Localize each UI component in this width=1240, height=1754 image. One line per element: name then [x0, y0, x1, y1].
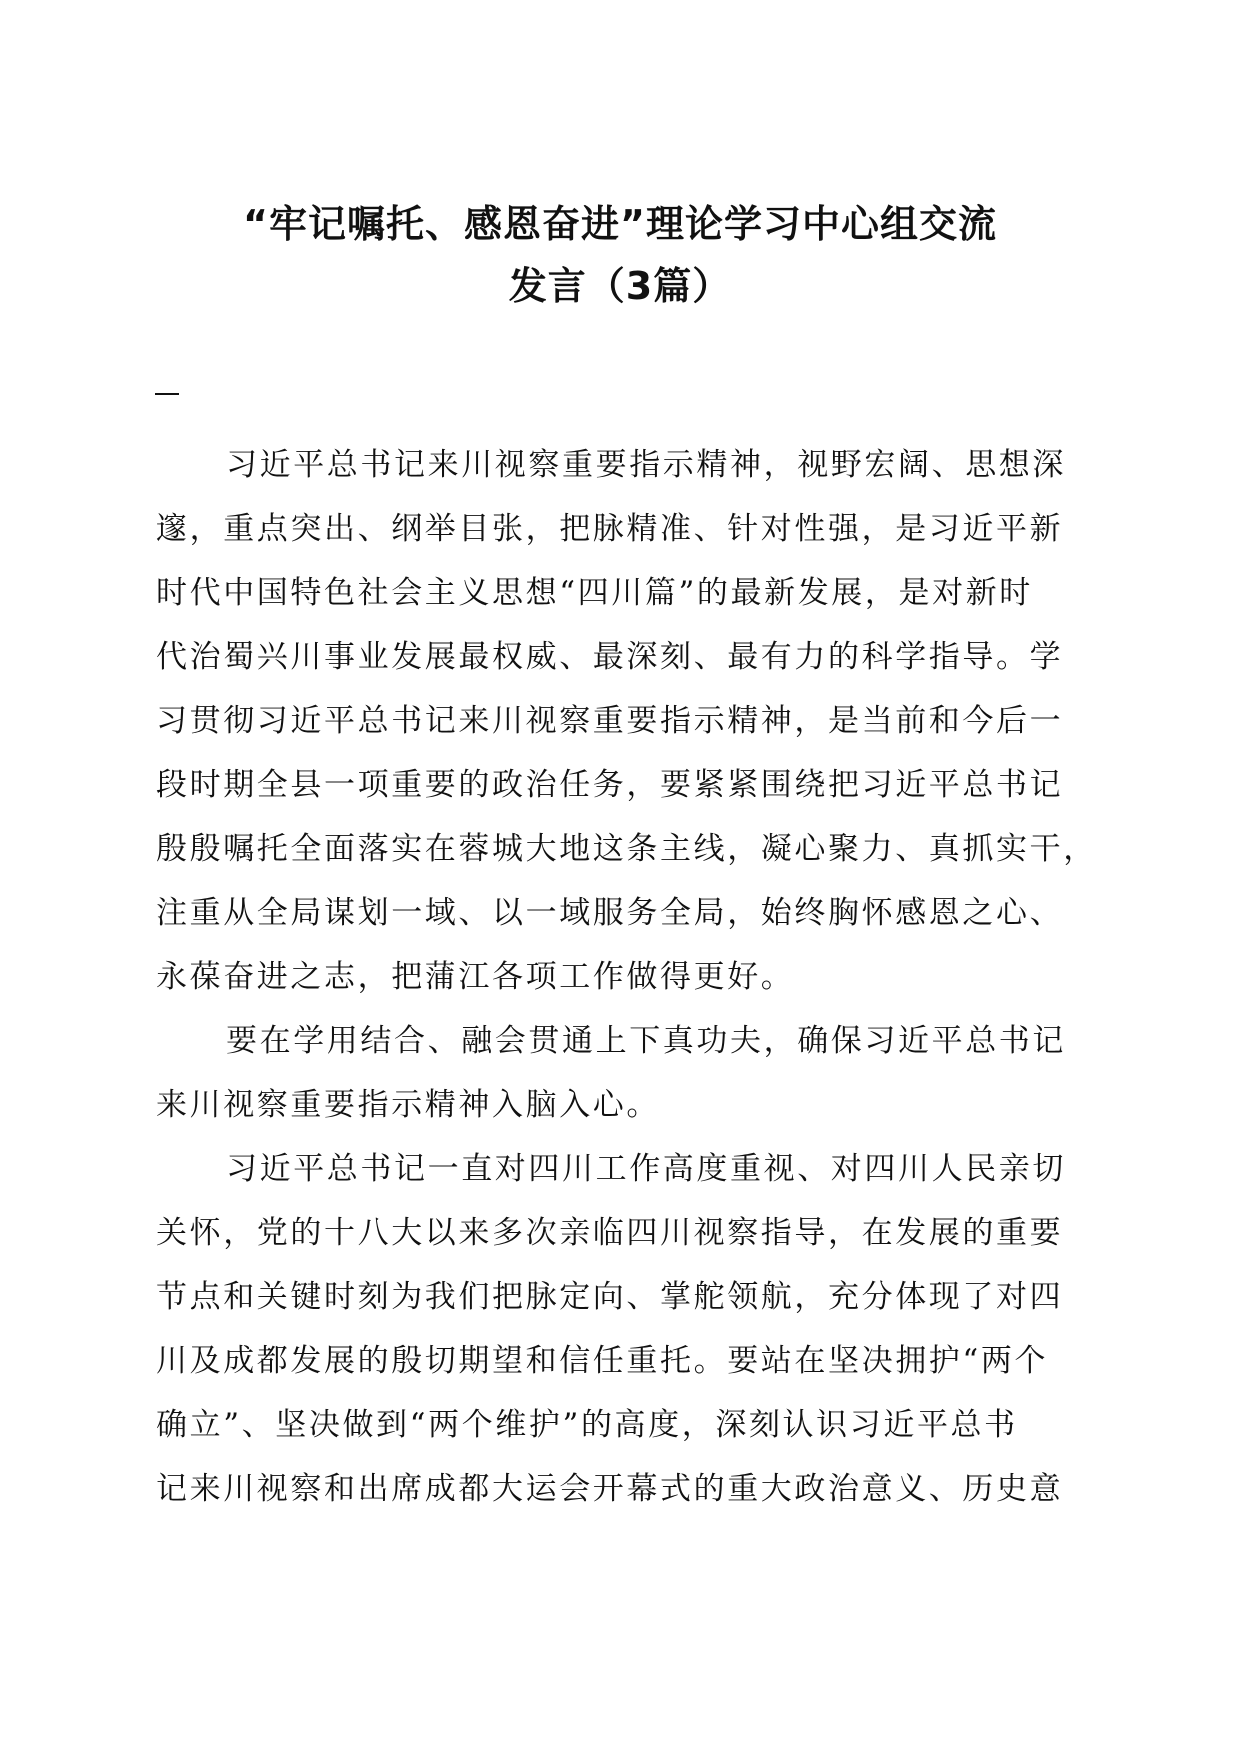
paragraph-3-line: 节点和关键时刻为我们把脉定向、掌舵领航，充分体现了对四 [156, 1279, 1064, 1315]
paragraph-3-line: 关怀，党的十八大以来多次亲临四川视察指导，在发展的重要 [156, 1215, 1064, 1251]
paragraph-1-line: 注重从全局谋划一域、以一域服务全局，始终胸怀感恩之心、 [156, 895, 1064, 931]
paragraph-1-line: 代治蜀兴川事业发展最权威、最深刻、最有力的科学指导。学 [156, 639, 1064, 675]
paragraph-2-line: 来川视察重要指示精神入脑入心。 [156, 1087, 660, 1123]
paragraph-1-line: 段时期全县一项重要的政治任务，要紧紧围绕把习近平总书记 [156, 767, 1064, 803]
paragraph-2-line: 要在学用结合、融会贯通上下真功夫，确保习近平总书记 [226, 1023, 1066, 1059]
paragraph-1-line: 习近平总书记来川视察重要指示精神，视野宏阔、思想深 [226, 447, 1066, 483]
paragraph-1-line: 殷殷嘱托全面落实在蓉城大地这条主线，凝心聚力、真抓实干， [156, 831, 1097, 867]
paragraph-1-line: 邃，重点突出、纲举目张，把脉精准、针对性强，是习近平新 [156, 511, 1064, 547]
document-title-line-2: 发言（3篇） [508, 264, 732, 308]
document-title-line-1: “牢记嘱托、感恩奋进”理论学习中心组交流 [243, 202, 997, 246]
paragraph-3-line: 记来川视察和出席成都大运会开幕式的重大政治意义、历史意 [156, 1471, 1064, 1507]
paragraph-3-line: 川及成都发展的殷切期望和信任重托。要站在坚决拥护“两个 [156, 1343, 1049, 1379]
paragraph-1-line: 习贯彻习近平总书记来川视察重要指示精神，是当前和今后一 [156, 703, 1064, 739]
paragraph-1-line: 时代中国特色社会主义思想“四川篇”的最新发展，是对新时 [156, 575, 1033, 611]
paragraph-1-line: 永葆奋进之志，把蒲江各项工作做得更好。 [156, 959, 795, 995]
paragraph-3-line: 确立”、坚决做到“两个维护”的高度，深刻认识习近平总书 [156, 1407, 1018, 1443]
paragraph-3-line: 习近平总书记一直对四川工作高度重视、对四川人民亲切 [226, 1151, 1066, 1187]
section-marker [155, 393, 179, 395]
